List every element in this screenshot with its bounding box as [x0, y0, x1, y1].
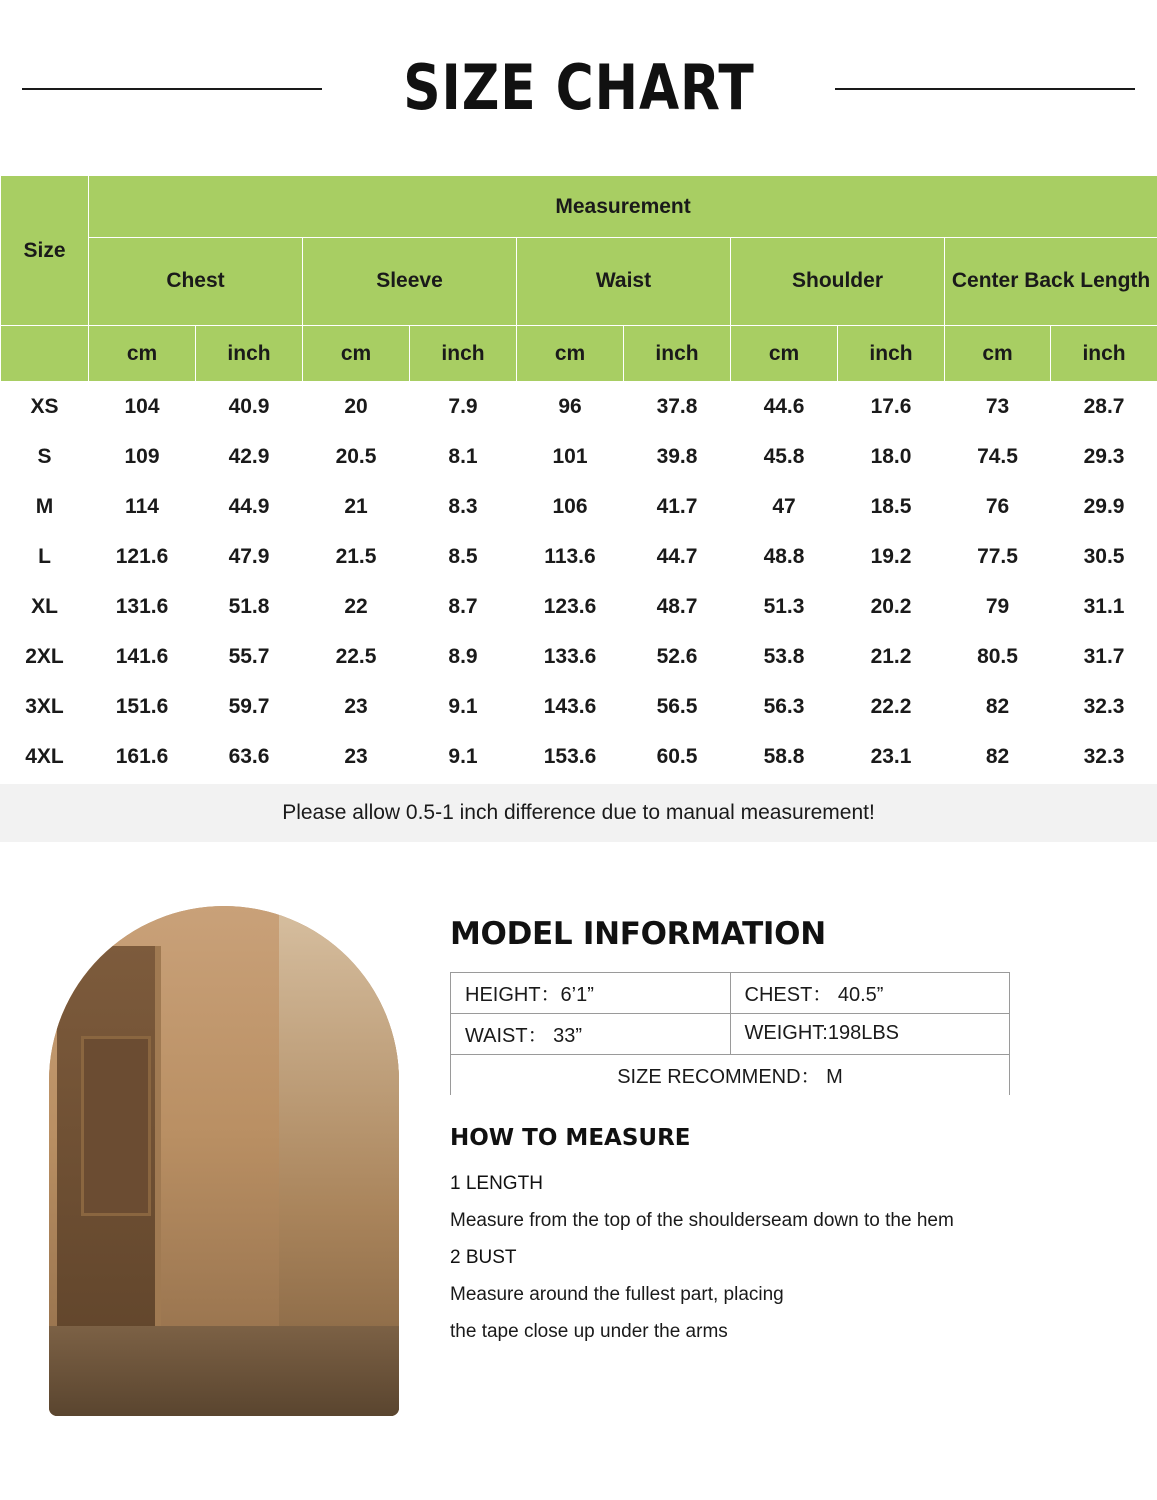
- size-chart-table: [0, 175, 1157, 782]
- header-unit-blank: [1, 326, 89, 382]
- cell-size: L: [1, 532, 89, 582]
- cell-value: 37.8: [624, 382, 731, 432]
- header-unit-cbl-cm: cm: [945, 326, 1051, 382]
- how-to-measure-heading: HOW TO MEASURE: [450, 1125, 691, 1151]
- table-row: [1, 382, 1157, 432]
- cell-value: 101: [517, 432, 624, 482]
- cell-size: XL: [1, 582, 89, 632]
- cell-value: 96: [517, 382, 624, 432]
- cell-value: 74.5: [945, 432, 1051, 482]
- header-unit-waist-inch: inch: [624, 326, 731, 382]
- table-row: [1, 682, 1157, 732]
- title-rule-right: [835, 88, 1135, 90]
- cell-value: 153.6: [517, 732, 624, 782]
- cell-value: 44.7: [624, 532, 731, 582]
- cell-value: 109: [89, 432, 196, 482]
- cell-value: 53.8: [731, 632, 838, 682]
- cell-value: 79: [945, 582, 1051, 632]
- header-group-center-back-length: Center Back Length: [945, 238, 1157, 326]
- cell-value: 131.6: [89, 582, 196, 632]
- header-unit-waist-cm: cm: [517, 326, 624, 382]
- cell-value: 17.6: [838, 382, 945, 432]
- cell-value: 48.8: [731, 532, 838, 582]
- cell-value: 21.5: [303, 532, 410, 582]
- cell-size: 4XL: [1, 732, 89, 782]
- table-row: [1, 482, 1157, 532]
- cell-value: 42.9: [196, 432, 303, 482]
- cell-value: 8.5: [410, 532, 517, 582]
- header-unit-shoulder-cm: cm: [731, 326, 838, 382]
- cell-value: 104: [89, 382, 196, 432]
- table-header-row-units: [1, 326, 1157, 382]
- cell-value: 44.9: [196, 482, 303, 532]
- header-group-shoulder: Shoulder: [731, 238, 945, 326]
- cell-value: 51.8: [196, 582, 303, 632]
- cell-value: 23: [303, 732, 410, 782]
- cell-value: 31.7: [1051, 632, 1157, 682]
- cell-value: 31.1: [1051, 582, 1157, 632]
- cell-value: 121.6: [89, 532, 196, 582]
- model-size-recommend: SIZE RECOMMEND： M: [451, 1054, 1010, 1095]
- cell-value: 29.9: [1051, 482, 1157, 532]
- how-to-measure-item: Measure around the fullest part, placing: [450, 1284, 784, 1306]
- cell-value: 39.8: [624, 432, 731, 482]
- cell-value: 82: [945, 682, 1051, 732]
- cell-value: 106: [517, 482, 624, 532]
- cell-value: 114: [89, 482, 196, 532]
- header-measurement: Measurement: [89, 176, 1157, 238]
- cell-value: 47.9: [196, 532, 303, 582]
- cell-value: 22.5: [303, 632, 410, 682]
- model-photo: [49, 906, 399, 1416]
- cell-value: 151.6: [89, 682, 196, 732]
- header-unit-cbl-inch: inch: [1051, 326, 1157, 382]
- header-unit-chest-inch: inch: [196, 326, 303, 382]
- cell-value: 32.3: [1051, 732, 1157, 782]
- measurement-note: Please allow 0.5-1 inch difference due to manual measurement!: [0, 784, 1157, 842]
- cell-size: XS: [1, 382, 89, 432]
- cell-value: 56.3: [731, 682, 838, 732]
- cell-value: 141.6: [89, 632, 196, 682]
- cell-size: 3XL: [1, 682, 89, 732]
- cell-size: 2XL: [1, 632, 89, 682]
- table-header: [1, 176, 1157, 382]
- cell-value: 48.7: [624, 582, 731, 632]
- cell-value: 56.5: [624, 682, 731, 732]
- header-unit-sleeve-cm: cm: [303, 326, 410, 382]
- cell-value: 8.9: [410, 632, 517, 682]
- cell-value: 7.9: [410, 382, 517, 432]
- title-rule-left: [22, 88, 322, 90]
- cell-value: 28.7: [1051, 382, 1157, 432]
- table-row: [1, 582, 1157, 632]
- table-body: [1, 382, 1157, 782]
- header-group-sleeve: Sleeve: [303, 238, 517, 326]
- model-info-column: [450, 906, 1133, 1416]
- page-title-block: [0, 0, 1157, 175]
- cell-size: M: [1, 482, 89, 532]
- cell-value: 20: [303, 382, 410, 432]
- cell-value: 77.5: [945, 532, 1051, 582]
- cell-value: 18.5: [838, 482, 945, 532]
- page-title: SIZE CHART: [379, 57, 779, 119]
- table-header-row-groups: [1, 238, 1157, 326]
- cell-value: 133.6: [517, 632, 624, 682]
- cell-value: 51.3: [731, 582, 838, 632]
- cell-value: 52.6: [624, 632, 731, 682]
- model-waist: WAIST： 33”: [451, 1013, 731, 1054]
- cell-value: 20.5: [303, 432, 410, 482]
- cell-size: S: [1, 432, 89, 482]
- cell-value: 23: [303, 682, 410, 732]
- table-row: [1, 432, 1157, 482]
- cell-value: 9.1: [410, 732, 517, 782]
- cell-value: 123.6: [517, 582, 624, 632]
- cell-value: 8.7: [410, 582, 517, 632]
- cell-value: 76: [945, 482, 1051, 532]
- header-unit-shoulder-inch: inch: [838, 326, 945, 382]
- how-to-measure-item: 1 LENGTH: [450, 1173, 543, 1194]
- lower-section: [0, 842, 1157, 1416]
- cell-value: 80.5: [945, 632, 1051, 682]
- cell-value: 40.9: [196, 382, 303, 432]
- cell-value: 8.1: [410, 432, 517, 482]
- cell-value: 22.2: [838, 682, 945, 732]
- model-height: HEIGHT：6’1”: [451, 972, 731, 1013]
- cell-value: 44.6: [731, 382, 838, 432]
- table-header-row-measurement: [1, 176, 1157, 238]
- header-size: Size: [1, 176, 89, 326]
- cell-value: 55.7: [196, 632, 303, 682]
- table-row: [451, 1054, 1010, 1095]
- model-photo-column: [24, 906, 424, 1416]
- photo-door-panel: [81, 1036, 151, 1216]
- cell-value: 20.2: [838, 582, 945, 632]
- model-chest: CHEST： 40.5”: [730, 972, 1010, 1013]
- header-group-waist: Waist: [517, 238, 731, 326]
- cell-value: 73: [945, 382, 1051, 432]
- cell-value: 58.8: [731, 732, 838, 782]
- cell-value: 29.3: [1051, 432, 1157, 482]
- header-group-chest: Chest: [89, 238, 303, 326]
- table-row: [1, 732, 1157, 782]
- model-information-heading: MODEL INFORMATION: [450, 915, 826, 952]
- cell-value: 60.5: [624, 732, 731, 782]
- cell-value: 9.1: [410, 682, 517, 732]
- cell-value: 8.3: [410, 482, 517, 532]
- cell-value: 21: [303, 482, 410, 532]
- size-chart-table-wrap: [0, 175, 1157, 782]
- table-row: [1, 632, 1157, 682]
- cell-value: 23.1: [838, 732, 945, 782]
- cell-value: 18.0: [838, 432, 945, 482]
- cell-value: 21.2: [838, 632, 945, 682]
- cell-value: 22: [303, 582, 410, 632]
- cell-value: 41.7: [624, 482, 731, 532]
- cell-value: 45.8: [731, 432, 838, 482]
- cell-value: 143.6: [517, 682, 624, 732]
- table-row: [1, 532, 1157, 582]
- header-unit-sleeve-inch: inch: [410, 326, 517, 382]
- cell-value: 30.5: [1051, 532, 1157, 582]
- table-row: [451, 972, 1010, 1013]
- model-weight: WEIGHT:198LBS: [730, 1013, 1010, 1054]
- cell-value: 32.3: [1051, 682, 1157, 732]
- cell-value: 82: [945, 732, 1051, 782]
- cell-value: 113.6: [517, 532, 624, 582]
- header-unit-chest-cm: cm: [89, 326, 196, 382]
- photo-floor: [49, 1326, 399, 1416]
- cell-value: 161.6: [89, 732, 196, 782]
- table-row: [451, 1013, 1010, 1054]
- model-information-table: [450, 972, 1010, 1096]
- how-to-measure-item: 2 BUST: [450, 1247, 517, 1269]
- cell-value: 63.6: [196, 732, 303, 782]
- cell-value: 59.7: [196, 682, 303, 732]
- cell-value: 47: [731, 482, 838, 532]
- cell-value: 19.2: [838, 532, 945, 582]
- how-to-measure-item: Measure from the top of the shoulderseam down to the hem: [450, 1210, 954, 1232]
- how-to-measure-item: the tape close up under the arms: [450, 1321, 728, 1343]
